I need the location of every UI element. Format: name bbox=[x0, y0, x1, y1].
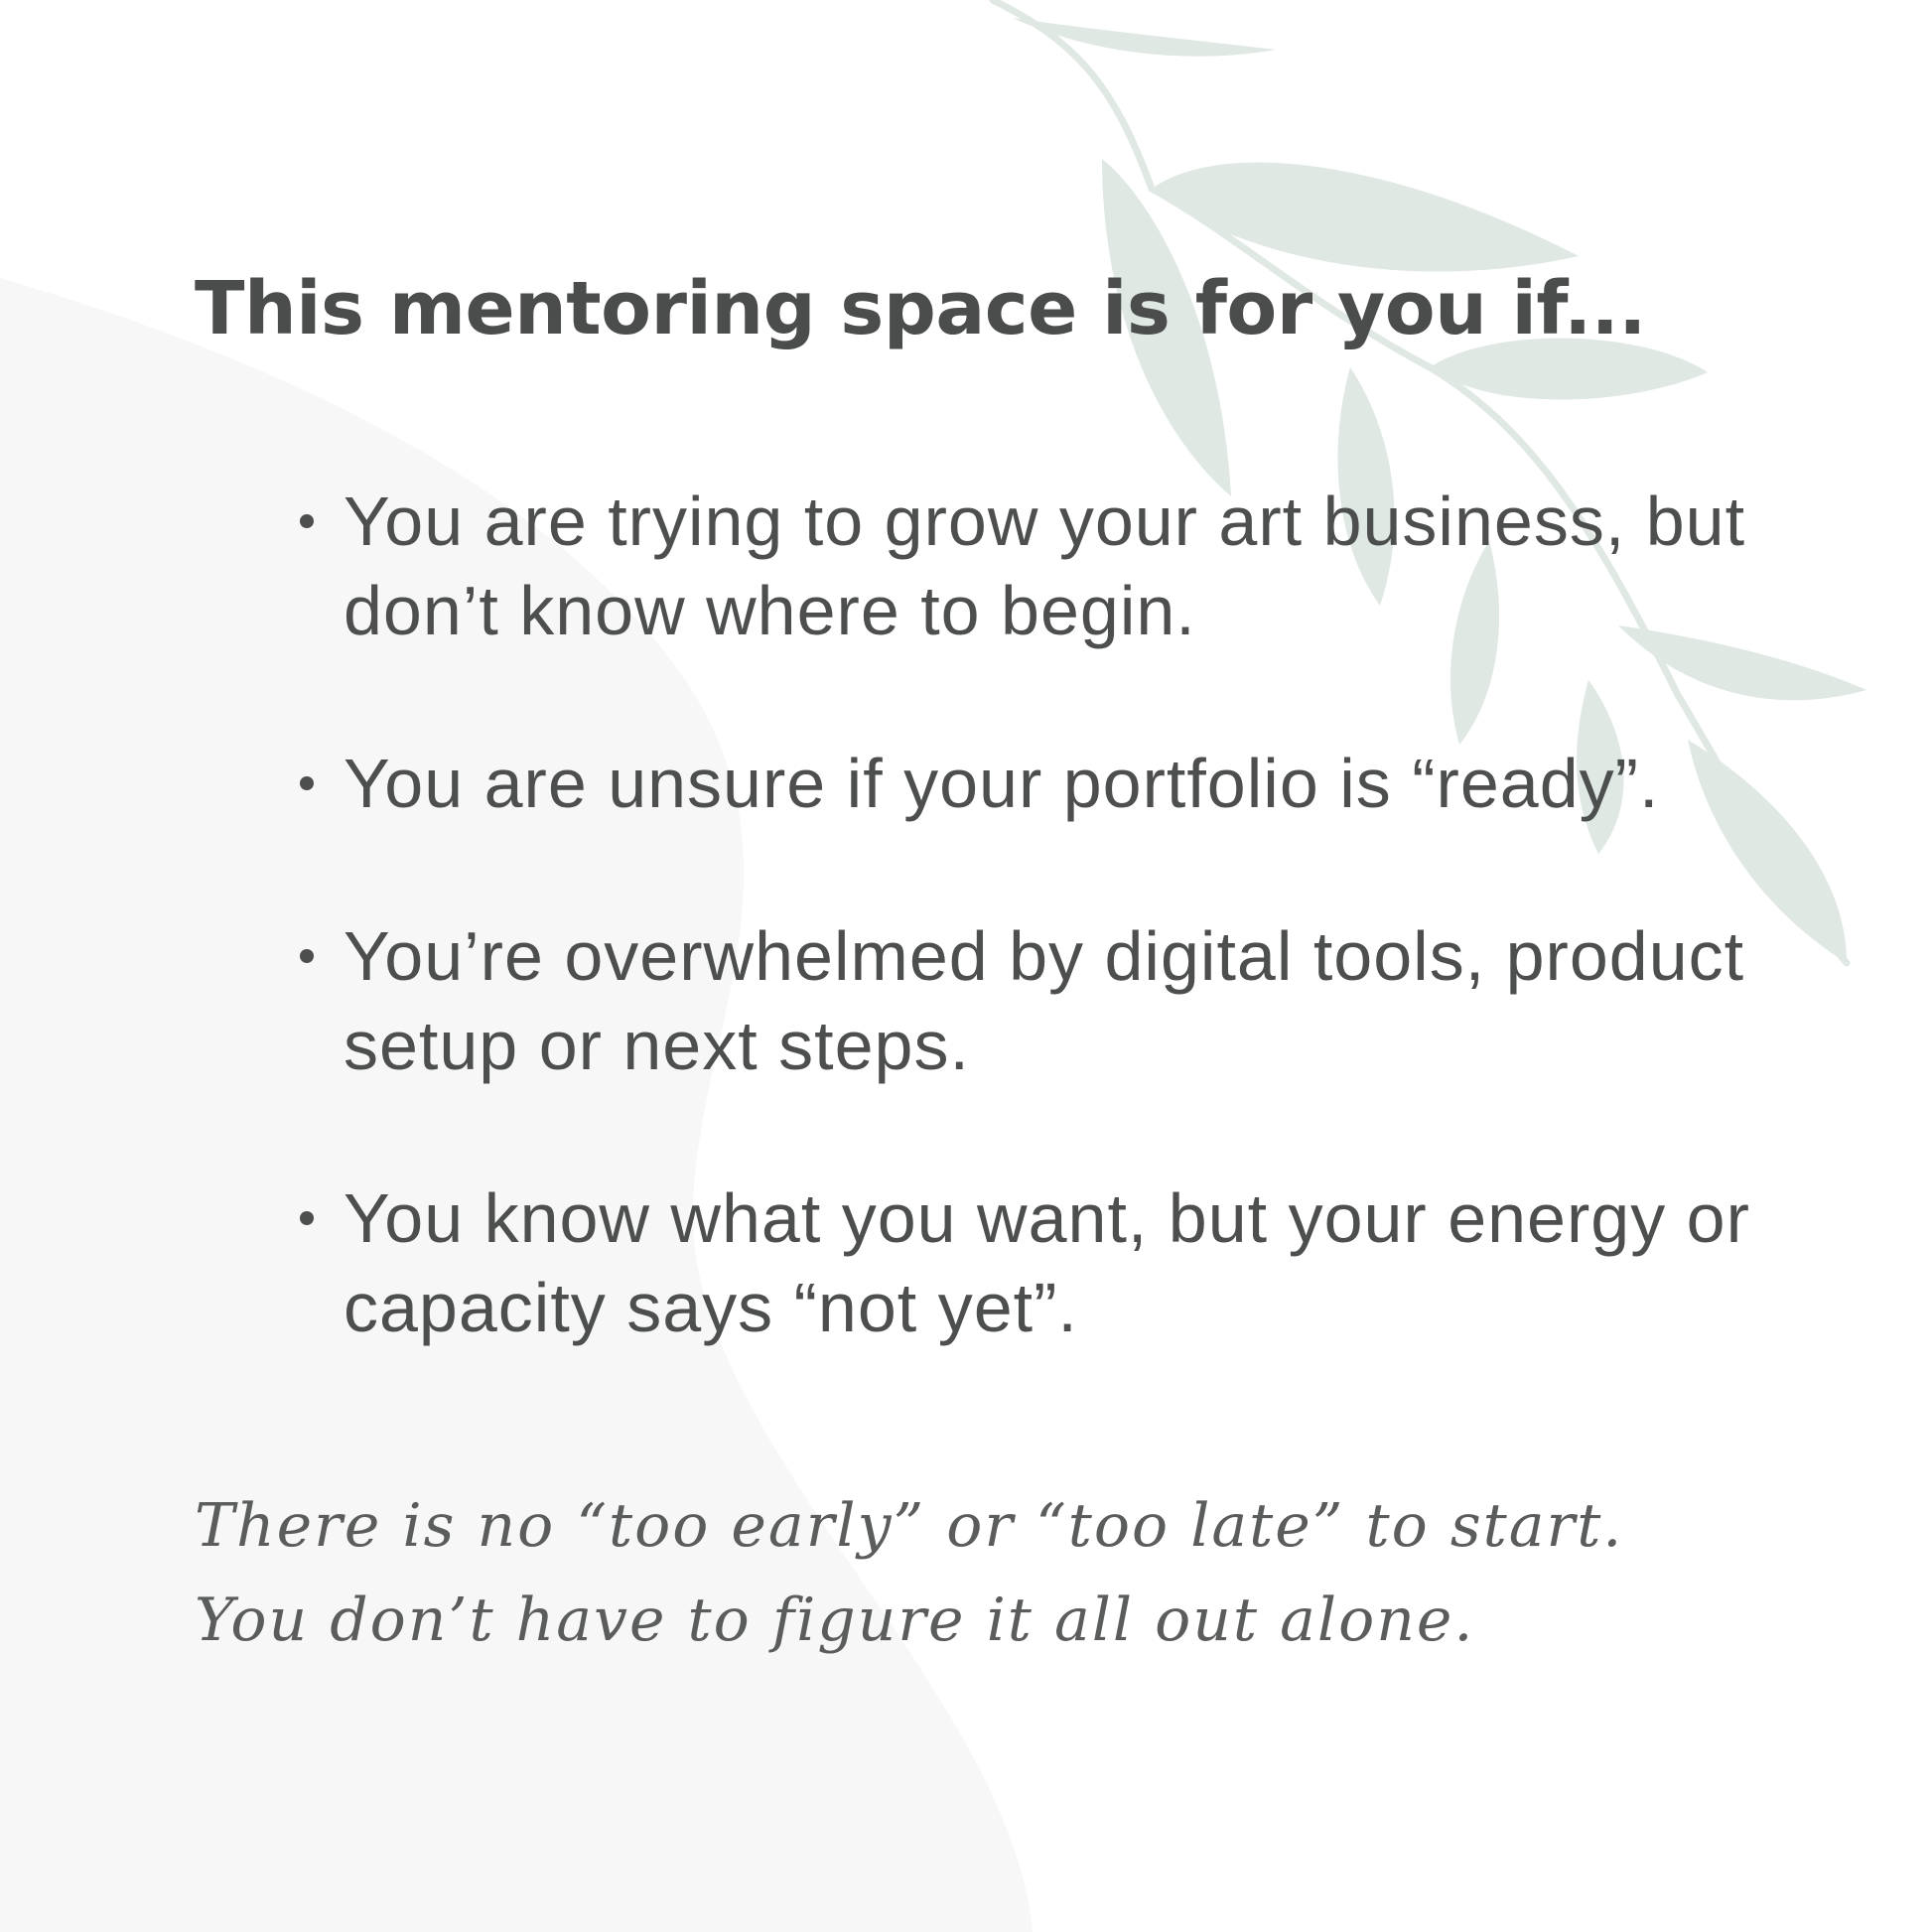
bullet-dot-icon bbox=[300, 1211, 314, 1225]
list-item-text: You are unsure if your portfolio is “ready”. bbox=[344, 745, 1660, 822]
bullet-dot-icon bbox=[300, 949, 314, 963]
bullet-dot-icon bbox=[300, 514, 314, 528]
list-item bbox=[286, 1173, 1765, 1352]
page-title: This mentoring space is for you if... bbox=[195, 266, 1646, 351]
closing-quote bbox=[195, 1479, 1783, 1668]
list-item-text: You’re overwhelmed by digital tools, product setup or next steps. bbox=[344, 917, 1745, 1084]
list-item bbox=[286, 911, 1765, 1090]
list-item bbox=[286, 739, 1765, 828]
closing-line-2: You don’t have to figure it all out alone. bbox=[195, 1586, 1475, 1655]
list-item bbox=[286, 477, 1765, 655]
list-item-text: You are trying to grow your art business, but don’t know where to begin. bbox=[344, 483, 1746, 649]
bullet-list bbox=[286, 477, 1765, 1436]
bullet-dot-icon bbox=[300, 776, 314, 790]
closing-line-1: There is no “too early” or “too late” to start. bbox=[195, 1491, 1624, 1561]
list-item-text: You know what you want, but your energy or capacity says “not yet”. bbox=[344, 1179, 1750, 1346]
